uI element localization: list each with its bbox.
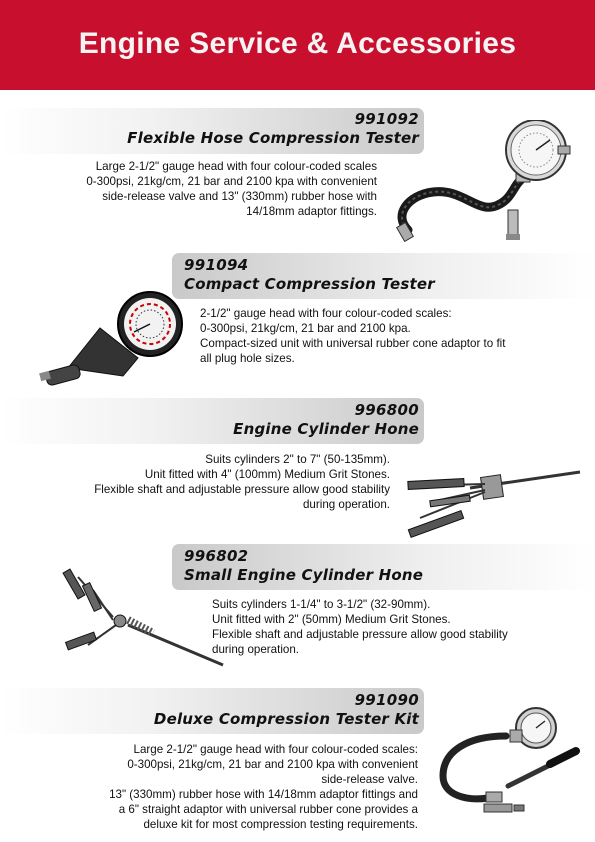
cylinder-hone-icon bbox=[400, 460, 585, 540]
description-line: Flexible shaft and adjustable pressure allow good stability bbox=[94, 483, 390, 496]
compact-compression-tester-icon bbox=[38, 288, 198, 393]
deluxe-compression-kit-icon bbox=[428, 706, 588, 821]
description-line: Flexible shaft and adjustable pressure allow good stability bbox=[212, 628, 508, 641]
description-line: all plug hole sizes. bbox=[200, 352, 295, 365]
description-line: side-release valve and 13" (330mm) rubber hose with bbox=[102, 190, 377, 203]
page-title: Engine Service & Accessories bbox=[78, 27, 517, 60]
description-line: Compact-sized unit with universal rubber cone adaptor to fit bbox=[200, 337, 506, 350]
description-line: 13" (330mm) rubber hose with 14/18mm adaptor fittings and bbox=[109, 788, 418, 801]
product-name: Engine Cylinder Hone bbox=[233, 420, 419, 438]
small-cylinder-hone-icon bbox=[58, 565, 228, 670]
description-line: 0-300psi, 21kg/cm, 21 bar and 2100 kpa. bbox=[200, 322, 411, 335]
product-code: 991094 bbox=[184, 256, 249, 274]
description-line: Suits cylinders 2" to 7" (50-135mm). bbox=[205, 453, 390, 466]
description-line: Unit fitted with 4" (100mm) Medium Grit Stones. bbox=[144, 468, 390, 481]
product-code: 996800 bbox=[354, 401, 419, 419]
product-description bbox=[212, 597, 508, 657]
description-line: Suits cylinders 1-1/4" to 3-1/2" (32-90mm). bbox=[212, 598, 431, 611]
description-line: during operation. bbox=[302, 498, 390, 511]
product-description bbox=[200, 306, 505, 366]
description-line: side-release valve. bbox=[321, 773, 418, 786]
description-line: during operation. bbox=[212, 643, 300, 656]
description-line: Large 2-1/2" gauge head with four colour-coded scales: bbox=[133, 743, 418, 756]
description-line: Large 2-1/2" gauge head with four colour-coded scales bbox=[95, 160, 377, 173]
description-line: deluxe kit for most compression testing requirements. bbox=[143, 818, 418, 831]
product-code: 991092 bbox=[354, 110, 419, 128]
description-line: 2-1/2" gauge head with four colour-coded scales: bbox=[200, 307, 452, 320]
product-description bbox=[94, 452, 390, 512]
product-name: Flexible Hose Compression Tester bbox=[127, 129, 419, 147]
product-description bbox=[109, 742, 418, 832]
product-name: Compact Compression Tester bbox=[184, 275, 435, 293]
product-description bbox=[86, 159, 377, 219]
product-name: Deluxe Compression Tester Kit bbox=[153, 710, 419, 728]
description-line: 14/18mm adaptor fittings. bbox=[246, 205, 377, 218]
product-code: 996802 bbox=[184, 547, 249, 565]
description-line: 0-300psi, 21kg/cm, 21 bar and 2100 kpa with convenient bbox=[127, 758, 418, 771]
hose-compression-tester-icon bbox=[388, 120, 583, 255]
description-line: a 6" straight adaptor with universal rubber cone provides a bbox=[118, 803, 418, 816]
product-code: 991090 bbox=[354, 691, 419, 709]
description-line: 0-300psi, 21kg/cm, 21 bar and 2100 kpa with convenient bbox=[86, 175, 377, 188]
product-name: Small Engine Cylinder Hone bbox=[184, 566, 424, 584]
description-line: Unit fitted with 2" (50mm) Medium Grit Stones. bbox=[212, 613, 451, 626]
